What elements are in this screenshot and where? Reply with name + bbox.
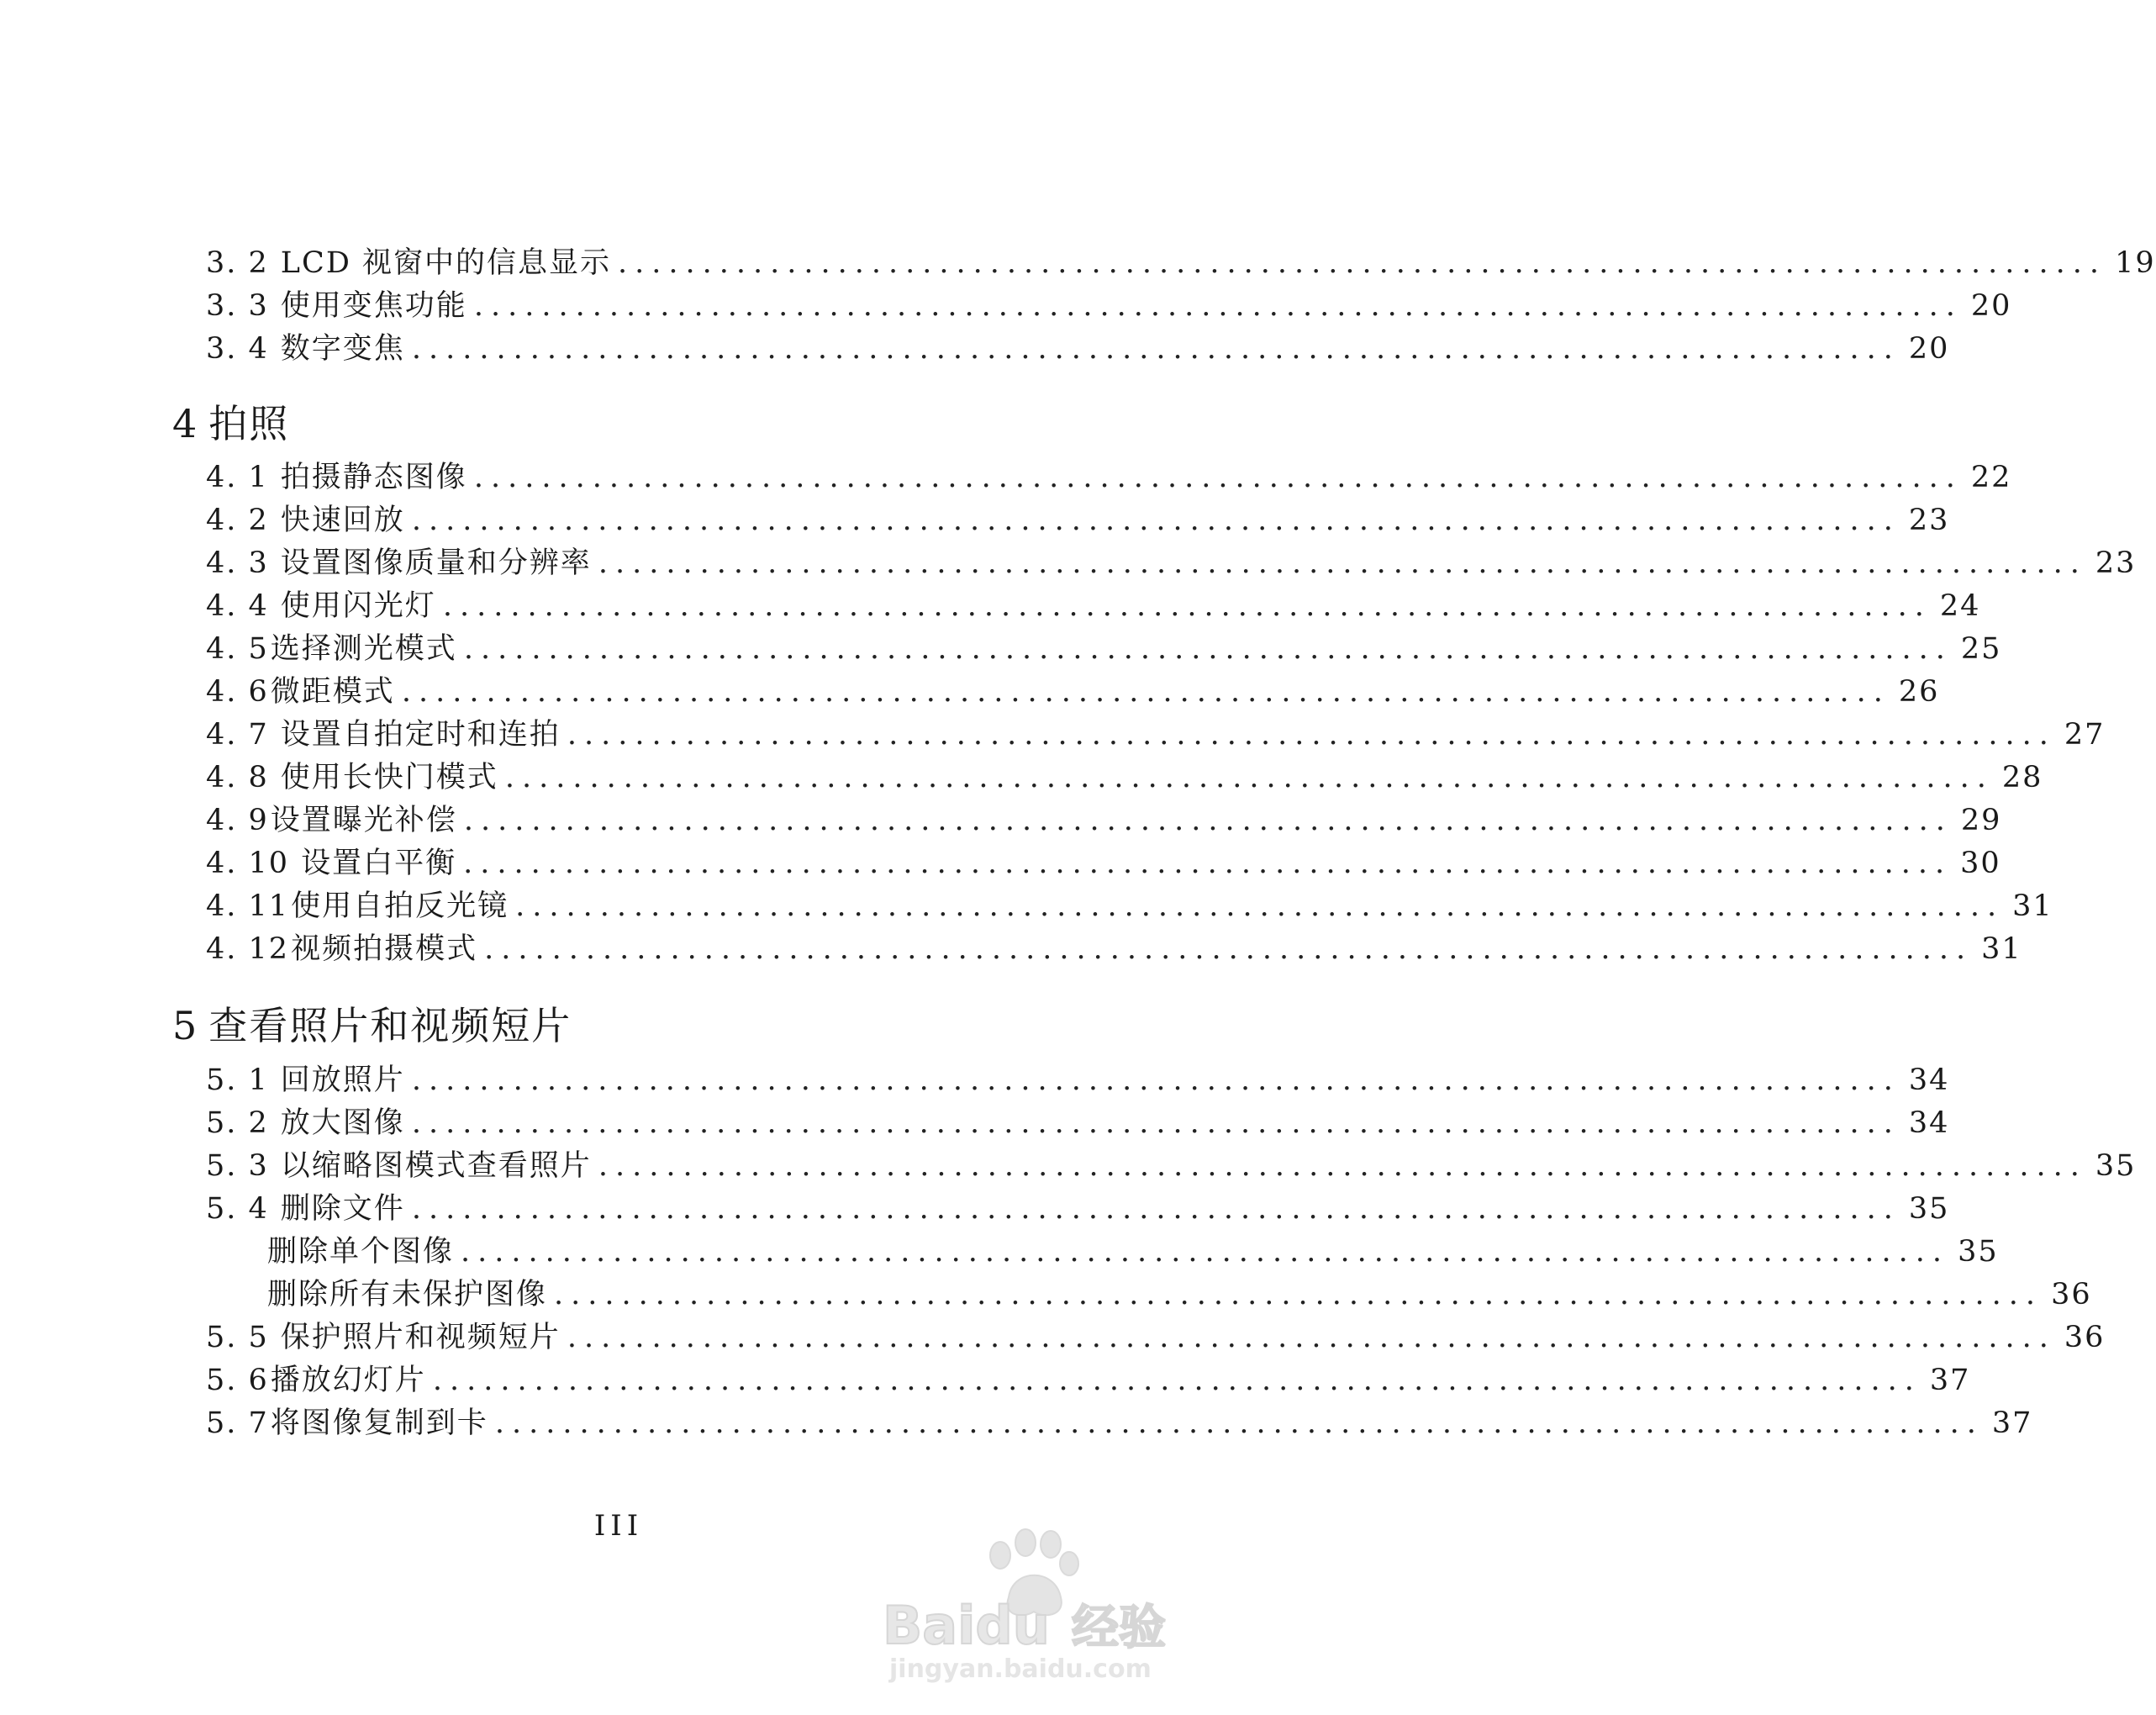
toc-entry-title: 回放照片 bbox=[280, 1063, 405, 1097]
toc-entry-4-8[interactable] bbox=[206, 758, 2043, 797]
section-heading-5[interactable] bbox=[172, 1000, 572, 1051]
toc-entry-4-3[interactable] bbox=[206, 544, 2137, 583]
toc-entry-title: 删除单个图像 bbox=[267, 1235, 455, 1269]
toc-entry-number: 5. 4 bbox=[206, 1192, 269, 1226]
toc-entry-page: 24 bbox=[1939, 589, 1981, 623]
toc-entry-5-2[interactable] bbox=[206, 1104, 1950, 1142]
section-number: 5 bbox=[172, 1003, 199, 1048]
page-number: III bbox=[593, 1509, 644, 1543]
toc-entry-number: 4. 10 bbox=[206, 847, 290, 880]
toc-entry-title: 以缩略图模式查看照片 bbox=[280, 1149, 592, 1183]
toc-entry-page: 36 bbox=[2064, 1321, 2106, 1354]
toc-entry-title: 设置曝光补偿 bbox=[270, 804, 457, 837]
toc-leader-dots: ........................................................................................ bbox=[515, 889, 2005, 923]
toc-leader-dots: ........................................................................................ bbox=[432, 1364, 1921, 1397]
toc-leader-dots: ........................................................................................ bbox=[598, 546, 2087, 580]
toc-entry-page: 34 bbox=[1908, 1063, 1950, 1097]
toc-leader-dots: ........................................................................................ bbox=[411, 1192, 1900, 1226]
toc-entry-title: 放大图像 bbox=[280, 1106, 405, 1140]
toc-leader-dots: ........................................................................................ bbox=[618, 246, 2107, 280]
toc-entry-page: 28 bbox=[2001, 761, 2043, 794]
toc-entry-title: 选择测光模式 bbox=[270, 632, 457, 666]
toc-leader-dots: ........................................................................................ bbox=[461, 1235, 1950, 1269]
toc-entry-title: 删除文件 bbox=[280, 1192, 405, 1226]
toc-leader-dots: ........................................................................................ bbox=[401, 675, 1890, 709]
toc-leader-dots: ........................................................................................ bbox=[411, 504, 1900, 537]
toc-entry-page: 37 bbox=[1991, 1406, 2033, 1440]
toc-entry-page: 20 bbox=[1908, 332, 1950, 366]
toc-entry-title: 将图像复制到卡 bbox=[270, 1406, 488, 1440]
toc-entry-page: 35 bbox=[2095, 1149, 2137, 1183]
toc-entry-page: 30 bbox=[1960, 847, 2001, 880]
toc-leader-dots: ........................................................................................ bbox=[494, 1406, 1984, 1440]
toc-entry-number: 4. 5 bbox=[206, 632, 269, 666]
toc-entry-number: 5. 1 bbox=[206, 1063, 269, 1097]
toc-entry-title: 播放幻灯片 bbox=[270, 1364, 426, 1397]
toc-leader-dots: ........................................................................................ bbox=[463, 847, 1953, 880]
toc-entry-4-12[interactable] bbox=[206, 930, 2022, 968]
watermark-logo bbox=[874, 1517, 1210, 1686]
toc-entry-number: 3. 2 bbox=[206, 246, 269, 280]
toc-entry-5-4[interactable] bbox=[206, 1190, 1950, 1228]
toc-entry-4-9[interactable] bbox=[206, 801, 2002, 840]
toc-entry-title: 设置图像质量和分辨率 bbox=[280, 546, 592, 580]
toc-entry-page: 22 bbox=[1970, 461, 2012, 494]
toc-entry-title: 使用长快门模式 bbox=[280, 761, 498, 794]
toc-entry-5-6[interactable] bbox=[206, 1361, 1971, 1400]
toc-entry-number: 4. 8 bbox=[206, 761, 269, 794]
toc-entry-title: 删除所有未保护图像 bbox=[267, 1278, 548, 1311]
toc-entry-page: 36 bbox=[2051, 1278, 2092, 1311]
toc-leader-dots: ........................................................................................ bbox=[484, 932, 1974, 966]
toc-leader-dots: ........................................................................................ bbox=[473, 289, 1963, 323]
toc-entry-number: 4. 12 bbox=[206, 932, 290, 966]
toc-entry-title: LCD 视窗中的信息显示 bbox=[280, 246, 612, 280]
toc-entry-3-4[interactable] bbox=[206, 330, 1950, 368]
toc-entry-title: 设置白平衡 bbox=[301, 847, 457, 880]
toc-entry-number: 5. 7 bbox=[206, 1406, 269, 1440]
toc-entry-3-3[interactable] bbox=[206, 287, 2012, 325]
toc-entry-page: 23 bbox=[2095, 546, 2137, 580]
toc-entry-title: 视频拍摄模式 bbox=[291, 932, 478, 966]
toc-entry-number: 4. 6 bbox=[206, 675, 269, 709]
toc-entry-number: 4. 9 bbox=[206, 804, 269, 837]
toc-entry-page: 26 bbox=[1898, 675, 1940, 709]
toc-entry-title: 使用变焦功能 bbox=[280, 289, 467, 323]
toc-entry-number: 4. 7 bbox=[206, 718, 269, 752]
toc-leader-dots: ........................................................................................ bbox=[463, 632, 1953, 666]
toc-leader-dots: ........................................................................................ bbox=[567, 1321, 2056, 1354]
toc-entry-5-1[interactable] bbox=[206, 1061, 1950, 1100]
toc-entry-title: 保护照片和视频短片 bbox=[280, 1321, 561, 1354]
watermark-url: jingyan.baidu.com bbox=[889, 1654, 1152, 1684]
toc-entry-4-2[interactable] bbox=[206, 501, 1950, 540]
toc-entry-number: 4. 1 bbox=[206, 461, 269, 494]
section-heading-4[interactable] bbox=[172, 398, 289, 449]
toc-entry-4-11[interactable] bbox=[206, 887, 2053, 926]
toc-entry-number: 4. 3 bbox=[206, 546, 269, 580]
toc-entry-4-5[interactable] bbox=[206, 630, 2002, 668]
toc-entry-4-4[interactable] bbox=[206, 587, 1981, 625]
toc-entry-5-3[interactable] bbox=[206, 1147, 2137, 1185]
toc-entry-page: 27 bbox=[2064, 718, 2106, 752]
toc-entry-page: 35 bbox=[1958, 1235, 1999, 1269]
toc-entry-page: 31 bbox=[1981, 932, 2022, 966]
toc-leader-dots: ........................................................................................ bbox=[567, 718, 2056, 752]
toc-entry-page: 29 bbox=[1960, 804, 2002, 837]
toc-entry-title: 拍摄静态图像 bbox=[280, 461, 467, 494]
toc-leader-dots: ........................................................................................ bbox=[411, 1063, 1900, 1097]
toc-entry-number: 3. 4 bbox=[206, 332, 269, 366]
toc-entry-title: 微距模式 bbox=[270, 675, 395, 709]
toc-entry-3-2[interactable] bbox=[206, 244, 2156, 282]
toc-entry-number: 5. 3 bbox=[206, 1149, 269, 1183]
toc-leader-dots: ........................................................................................ bbox=[463, 804, 1953, 837]
toc-entry-number: 4. 11 bbox=[206, 889, 290, 923]
toc-entry-5-7[interactable] bbox=[206, 1404, 2033, 1443]
toc-leader-dots: ........................................................................................ bbox=[473, 461, 1963, 494]
toc-entry-page: 20 bbox=[1970, 289, 2012, 323]
toc-subentry-delete-all[interactable] bbox=[267, 1275, 2092, 1314]
toc-entry-5-5[interactable] bbox=[206, 1318, 2106, 1357]
watermark-brand: Baidu bbox=[883, 1595, 1050, 1656]
toc-entry-number: 4. 2 bbox=[206, 504, 269, 537]
toc-entry-page: 37 bbox=[1929, 1364, 1971, 1397]
toc-entry-4-1[interactable] bbox=[206, 458, 2012, 497]
toc-entry-page: 34 bbox=[1908, 1106, 1950, 1140]
toc-entry-title: 快速回放 bbox=[280, 504, 405, 537]
toc-leader-dots: ........................................................................................ bbox=[554, 1278, 2043, 1311]
toc-entry-page: 23 bbox=[1908, 504, 1950, 537]
toc-entry-title: 使用闪光灯 bbox=[280, 589, 436, 623]
toc-leader-dots: ........................................................................................ bbox=[411, 332, 1900, 366]
toc-leader-dots: ........................................................................................ bbox=[411, 1106, 1900, 1140]
toc-leader-dots: ........................................................................................ bbox=[598, 1149, 2087, 1183]
section-title: 查看照片和视频短片 bbox=[208, 1003, 572, 1048]
toc-entry-number: 5. 2 bbox=[206, 1106, 269, 1140]
toc-entry-4-7[interactable] bbox=[206, 715, 2106, 754]
toc-entry-page: 35 bbox=[1908, 1192, 1950, 1226]
toc-entry-4-10[interactable] bbox=[206, 844, 2001, 883]
toc-entry-4-6[interactable] bbox=[206, 673, 1940, 711]
watermark-brand-cn: 经验 bbox=[1072, 1601, 1166, 1655]
toc-entry-page: 25 bbox=[1960, 632, 2002, 666]
toc-leader-dots: ........................................................................................ bbox=[504, 761, 1994, 794]
toc-entry-number: 5. 5 bbox=[206, 1321, 269, 1354]
toc-entry-page: 19 bbox=[2115, 246, 2156, 280]
toc-entry-title: 数字变焦 bbox=[280, 332, 405, 366]
toc-entry-page: 31 bbox=[2012, 889, 2053, 923]
toc-entry-number: 4. 4 bbox=[206, 589, 269, 623]
toc-entry-title: 使用自拍反光镜 bbox=[291, 889, 509, 923]
toc-entry-title: 设置自拍定时和连拍 bbox=[280, 718, 561, 752]
watermark bbox=[874, 1517, 1210, 1686]
section-number: 4 bbox=[172, 401, 199, 446]
toc-subentry-delete-single[interactable] bbox=[267, 1232, 1999, 1271]
toc-entry-number: 5. 6 bbox=[206, 1364, 269, 1397]
toc-entry-number: 3. 3 bbox=[206, 289, 269, 323]
section-title: 拍照 bbox=[208, 401, 290, 446]
toc-leader-dots: ........................................................................................ bbox=[442, 589, 1932, 623]
